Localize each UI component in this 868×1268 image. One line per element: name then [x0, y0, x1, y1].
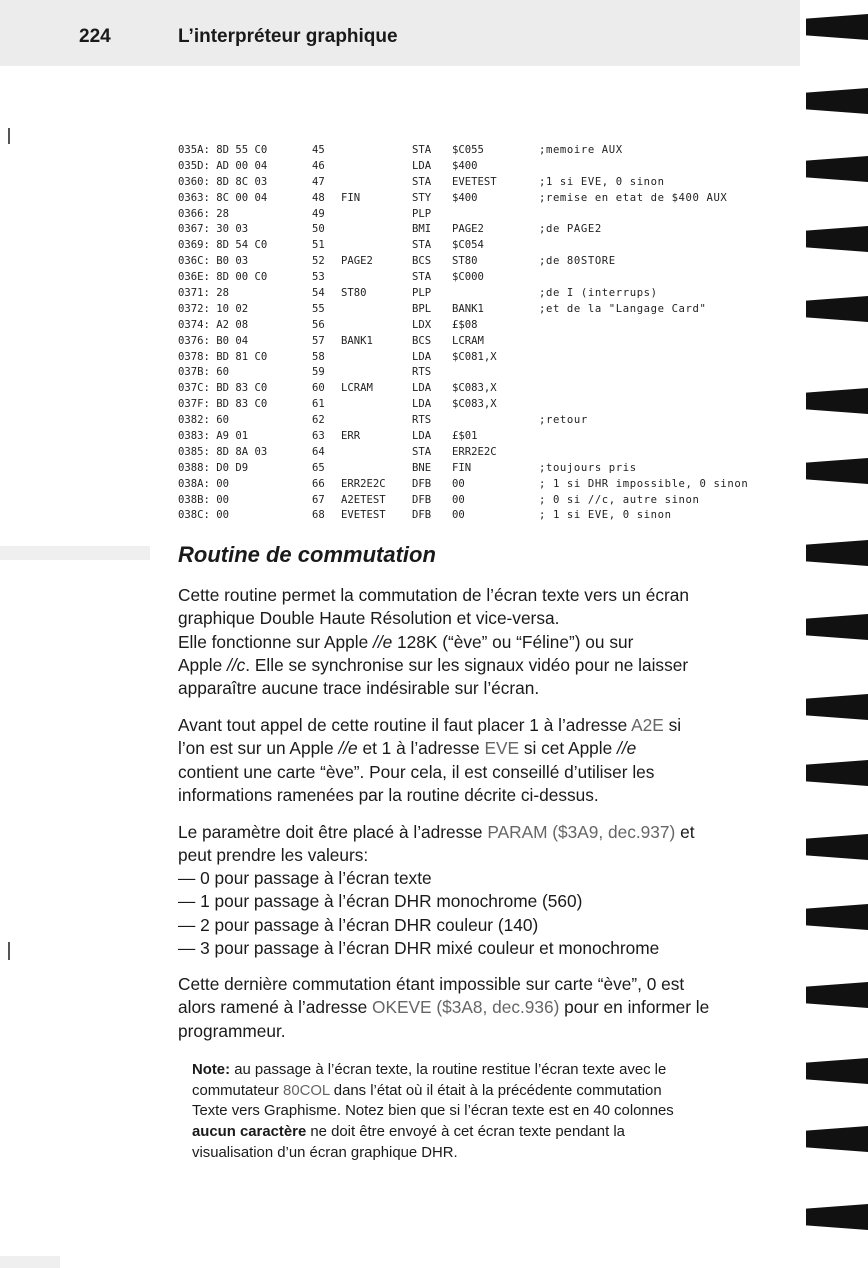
listing-opcode: STY	[412, 191, 432, 204]
listing-line-number: 57	[312, 334, 325, 347]
listing-comment: ;retour	[539, 414, 588, 427]
listing-comment: ;1 si EVE, 0 sinon	[539, 175, 665, 188]
margin-mark	[8, 128, 10, 144]
thumb-tab	[806, 760, 868, 786]
listing-address: 0385: 8D 8A 03	[178, 445, 268, 458]
variable-eve: EVE	[484, 738, 520, 759]
listing-operand: $C083,X	[452, 398, 497, 411]
listing-address: 0388: D0 D9	[178, 461, 249, 474]
paragraph-setup: Avant tout appel de cette routine il faut placer 1 à l’adresse A2E si l’on est sur un Apple //e et 1 à l’adresse EVE si cet Apple //e contient une carte “ève”. Pour cela, il est conseillé d’utiliser les informations ramenées par la routine décrite ci-dessus.	[178, 715, 682, 805]
listing-opcode: BMI	[412, 223, 432, 236]
listing-opcode: RTS	[412, 414, 432, 427]
margin-mark	[8, 942, 10, 960]
listing-opcode: LDA	[412, 382, 432, 395]
listing-opcode: STA	[412, 144, 432, 156]
thumb-tab	[806, 388, 868, 414]
listing-line-number: 55	[312, 302, 325, 315]
listing-address: 0382: 60	[178, 414, 230, 427]
listing-operand: PAGE2	[452, 223, 484, 236]
variable-okeve: OKEVE ($3A8, dec.936)	[372, 997, 560, 1018]
thumb-tab	[806, 1126, 868, 1152]
listing-opcode: BCS	[412, 255, 432, 268]
listing-opcode: STA	[412, 239, 432, 252]
thumb-tab	[806, 14, 868, 40]
listing-operand: £$01	[452, 430, 478, 443]
listing-line-number: 54	[312, 287, 325, 300]
listing-line-number: 67	[312, 493, 325, 506]
listing-comment: ;de I (interrups)	[539, 287, 658, 300]
listing-line-number: 65	[312, 461, 325, 474]
listing-address: 0372: 10 02	[178, 302, 249, 315]
listing-line-number: 63	[312, 430, 325, 443]
listing-opcode: STA	[412, 175, 432, 188]
parameter-values-list	[178, 867, 659, 960]
listing-line-number: 64	[312, 445, 325, 458]
paragraph-intro: Cette routine permet la commutation de l’écran texte vers un écran graphique Double Haute Résolution et vice-versa. Elle fonctionne sur Apple //e 128K (“ève” ou “Féline”) ou sur Apple //c. Elle se synchronise sur les signaux vidéo pour ne laisser apparaître aucune trace indésirable sur l’écran.	[178, 585, 690, 699]
listing-address: 0374: A2 08	[178, 318, 249, 331]
listing-opcode: BPL	[412, 302, 432, 315]
listing-label: FIN	[341, 191, 361, 204]
listing-label: ERR2E2C	[341, 477, 386, 490]
listing-label: EVETEST	[341, 509, 386, 522]
listing-operand: $C054	[452, 239, 484, 252]
listing-opcode: LDA	[412, 398, 432, 411]
list-item: — 1 pour passage à l’écran DHR monochrome (560)	[178, 891, 583, 912]
listing-line-number: 60	[312, 382, 325, 395]
listing-label: PAGE2	[341, 255, 373, 268]
listing-address: 0378: BD 81 C0	[178, 350, 268, 363]
listing-operand: $C081,X	[452, 350, 497, 363]
thumb-tab	[806, 458, 868, 484]
listing-label: ST80	[341, 287, 367, 300]
listing-comment: ;toujours pris	[539, 461, 637, 474]
listing-address: 035A: 8D 55 C0	[178, 144, 268, 156]
listing-line-number: 45	[312, 144, 325, 156]
listing-line-number: 46	[312, 159, 325, 172]
listing-address: 0383: A9 01	[178, 430, 249, 443]
thumb-tab	[806, 88, 868, 114]
listing-operand: $C000	[452, 271, 484, 284]
thumb-tab	[806, 614, 868, 640]
listing-opcode: PLP	[412, 287, 432, 300]
list-item: — 0 pour passage à l’écran texte	[178, 868, 432, 888]
listing-line-number: 49	[312, 207, 325, 220]
variable-param: PARAM ($3A9, dec.937)	[487, 822, 676, 842]
listing-opcode: DFB	[412, 477, 432, 490]
listing-operand: 00	[452, 477, 465, 490]
listing-line-number: 50	[312, 223, 325, 236]
listing-opcode: BNE	[412, 461, 432, 474]
listing-address: 037C: BD 83 C0	[178, 382, 268, 395]
listing-address: 0371: 28	[178, 287, 230, 300]
listing-line-number: 51	[312, 239, 325, 252]
listing-comment: ;remise en etat de $400 AUX	[539, 191, 728, 204]
listing-address: 035D: AD 00 04	[178, 159, 268, 172]
listing-operand: BANK1	[452, 302, 484, 315]
list-item: — 2 pour passage à l’écran DHR couleur (140)	[178, 914, 539, 935]
listing-opcode: LDA	[412, 159, 432, 172]
running-title: L’interpréteur graphique	[178, 26, 398, 47]
listing-opcode: DFB	[412, 493, 432, 506]
listing-comment: ; 0 si //c, autre sinon	[539, 493, 700, 506]
listing-address: 0376: B0 04	[178, 334, 249, 347]
listing-label: BANK1	[341, 334, 373, 347]
listing-address: 0369: 8D 54 C0	[178, 239, 268, 252]
listing-opcode: BCS	[412, 334, 432, 347]
thumb-tab	[806, 904, 868, 930]
listing-opcode: LDA	[412, 350, 432, 363]
listing-opcode: LDX	[412, 318, 432, 331]
listing-address: 038A: 00	[178, 477, 230, 490]
listing-comment: ;et de la "Langage Card"	[539, 302, 707, 315]
listing-operand: £$08	[452, 318, 478, 331]
listing-address: 0360: 8D 8C 03	[178, 175, 268, 188]
section-title: Routine de commutation	[178, 542, 436, 567]
variable-a2e: A2E	[631, 715, 664, 735]
listing-label: LCRAM	[341, 382, 373, 395]
listing-line-number: 68	[312, 509, 325, 522]
page-number: 224	[79, 26, 111, 47]
listing-operand: $C055	[452, 144, 484, 156]
listing-opcode: STA	[412, 271, 432, 284]
listing-line-number: 47	[312, 175, 325, 188]
thumb-tab	[806, 1204, 868, 1230]
thumb-index-tabs	[800, 0, 868, 1268]
listing-address: 037B: 60	[178, 366, 230, 379]
thumb-tab	[806, 296, 868, 322]
listing-comment: ;de 80STORE	[539, 255, 616, 268]
scan-shading	[0, 1256, 60, 1268]
list-item: — 3 pour passage à l’écran DHR mixé couleur et monochrome	[178, 937, 660, 958]
listing-operand: $C083,X	[452, 382, 497, 395]
listing-label: ERR	[341, 430, 361, 443]
listing-opcode: PLP	[412, 207, 432, 220]
note-box: Note: au passage à l’écran texte, la routine restitue l’écran texte avec le commutateur 80COL dans l’état où il était à la précédente commutation Texte vers Graphisme. Notez bien que si l’écran texte est en 40 colonnes aucun caractère ne doit être envoyé à cet écran texte pendant la visualisation d’un écran graphique DHR.	[192, 1062, 674, 1161]
listing-address: 036E: 8D 00 C0	[178, 271, 268, 284]
listing-comment: ; 1 si DHR impossible, 0 sinon	[539, 477, 749, 490]
listing-address: 038C: 00	[178, 509, 230, 522]
thumb-tab	[806, 1058, 868, 1084]
listing-line-number: 62	[312, 414, 325, 427]
listing-address: 0363: 8C 00 04	[178, 191, 268, 204]
thumb-tab	[806, 694, 868, 720]
listing-comment: ; 1 si EVE, 0 sinon	[539, 509, 672, 522]
listing-line-number: 58	[312, 350, 325, 363]
listing-comment: ;memoire AUX	[539, 144, 623, 156]
paragraph-parameter: Le paramètre doit être placé à l’adresse PARAM ($3A9, dec.937) et peut prendre les valeurs:	[178, 822, 695, 866]
thumb-tab	[806, 982, 868, 1008]
thumb-tab	[806, 540, 868, 566]
listing-line-number: 61	[312, 398, 325, 411]
listing-operand: ST80	[452, 255, 478, 268]
listing-operand: EVETEST	[452, 175, 497, 188]
listing-label: A2ETEST	[341, 493, 386, 506]
listing-line-number: 53	[312, 271, 325, 284]
listing-operand: ERR2E2C	[452, 445, 497, 458]
listing-address: 038B: 00	[178, 493, 230, 506]
listing-address: 036C: B0 03	[178, 255, 249, 268]
listing-opcode: LDA	[412, 430, 432, 443]
thumb-tab	[806, 834, 868, 860]
listing-operand: LCRAM	[452, 334, 484, 347]
thumb-tab	[806, 226, 868, 252]
listing-address: 0366: 28	[178, 207, 230, 220]
variable-80col: 80COL	[283, 1082, 330, 1099]
listing-address: 037F: BD 83 C0	[178, 398, 268, 411]
listing-opcode: DFB	[412, 509, 432, 522]
listing-line-number: 52	[312, 255, 325, 268]
listing-operand: FIN	[452, 461, 472, 474]
paragraph-eve-limit: Cette dernière commutation étant impossible sur carte “ève”, 0 est alors ramené à l’adresse OKEVE ($3A8, dec.936) pour en informer le programmeur.	[178, 974, 710, 1041]
scan-shading	[0, 546, 150, 560]
listing-comment: ;de PAGE2	[539, 223, 602, 236]
note-label: Note:	[192, 1062, 231, 1078]
listing-operand: $400	[452, 159, 478, 172]
listing-operand: $400	[452, 191, 478, 204]
thumb-tab	[806, 156, 868, 182]
listing-line-number: 48	[312, 191, 325, 204]
listing-operand: 00	[452, 509, 465, 522]
listing-operand: 00	[452, 493, 465, 506]
listing-address: 0367: 30 03	[178, 223, 249, 236]
header-band	[0, 0, 800, 66]
listing-opcode: STA	[412, 445, 432, 458]
listing-line-number: 56	[312, 318, 325, 331]
listing-opcode: RTS	[412, 366, 432, 379]
listing-line-number: 66	[312, 477, 325, 490]
listing-line-number: 59	[312, 366, 325, 379]
